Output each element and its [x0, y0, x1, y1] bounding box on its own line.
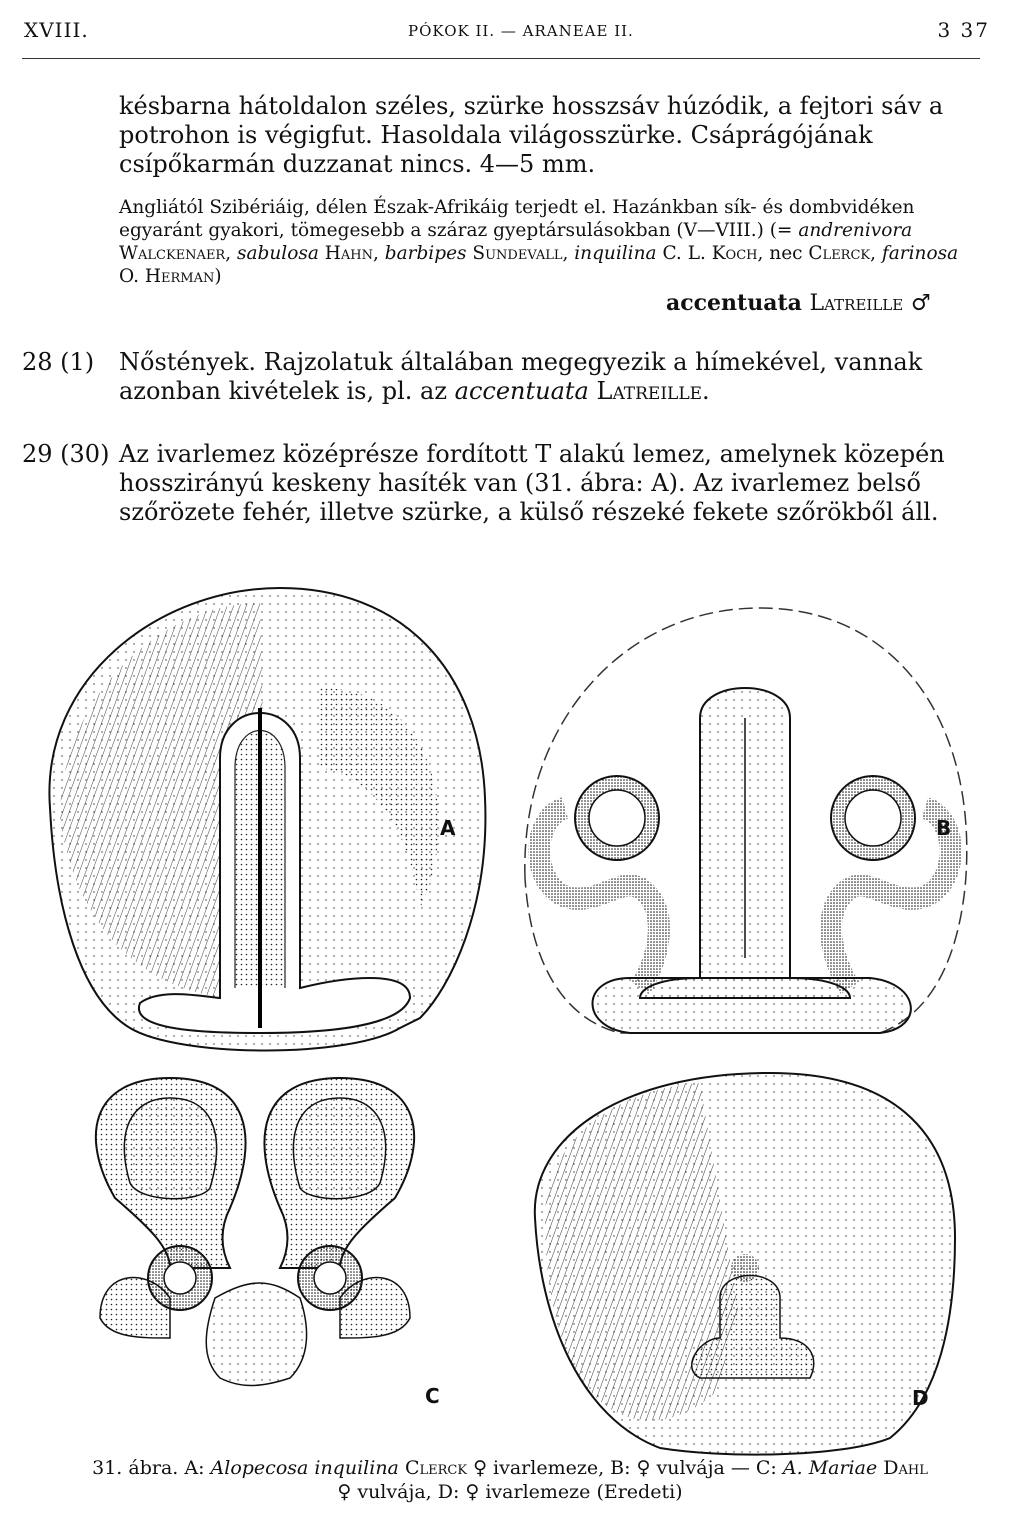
synonyms-list: (= andrenivora Walckenaer, sabulosa Hahn, barbipes Sundevall, inquilina C. L. Koch, nec Clerck, farinosa O. Herman) [119, 220, 959, 287]
figure-label-b: B [936, 816, 952, 840]
couplet-28-text: Nőstények. Rajzolatuk általában megegyezik a hímekével, vannak azonban kivételek is, pl. az accentuata Latreille. [119, 348, 923, 405]
figure-label-c: C [425, 1384, 440, 1408]
distribution-paragraph [119, 196, 981, 288]
figure-label-a: A [440, 816, 456, 840]
running-title: PÓKOK II. — ARANEAE II. [408, 22, 634, 40]
couplet-29-text: Az ivarlemez középrésze fordított T alakú lemez, amelynek közepén hosszirányú keskeny hasíték van (31. ábra: A). Az ivarlemez belső szőrözete fehér, illetve szürke, a külső részeké fekete szőrökből áll. [119, 440, 945, 526]
page-number: 3 37 [937, 18, 990, 42]
couplet-28-number: 28 (1) [22, 348, 95, 376]
drawing-d-epigyne [535, 1073, 955, 1455]
taxon-name: accentuata Latreille ♂ [666, 290, 931, 316]
couplet-29-number: 29 (30) [22, 440, 110, 468]
page-header [24, 18, 990, 58]
figure-31 [20, 578, 1000, 1458]
section-number: XVIII. [24, 18, 89, 42]
figure-label-d: D [912, 1386, 929, 1410]
drawing-a-epigyne [49, 588, 485, 1051]
drawing-b-vulva [525, 608, 967, 1033]
figure-caption: 31. ábra. A: Alopecosa inquilina Clerck ♀ ivarlemeze, B: ♀ vulvája — C: A. Mariae Dahl ♀ vulvája, D: ♀ ivarlemeze (Eredeti) [92, 1457, 928, 1503]
drawing-c-vulva [96, 1078, 414, 1386]
figure-drawings [20, 578, 1000, 1458]
header-rule [22, 58, 980, 59]
distribution-text: Angliától Szibériáig, délen Észak-Afrikáig terjedt el. Hazánkban sík- és dombvidéken egyaránt gyakori, tömegesebb a száraz gyeptársulásokban (V—VIII.) [119, 197, 915, 241]
description-paragraph: késbarna hátoldalon széles, szürke hosszsáv húzódik, a fejtori sáv a potrohon is végigfut. Hasoldala világosszürke. Csáprágójának csípőkarmán duzzanat nincs. 4—5 mm. [119, 92, 944, 178]
